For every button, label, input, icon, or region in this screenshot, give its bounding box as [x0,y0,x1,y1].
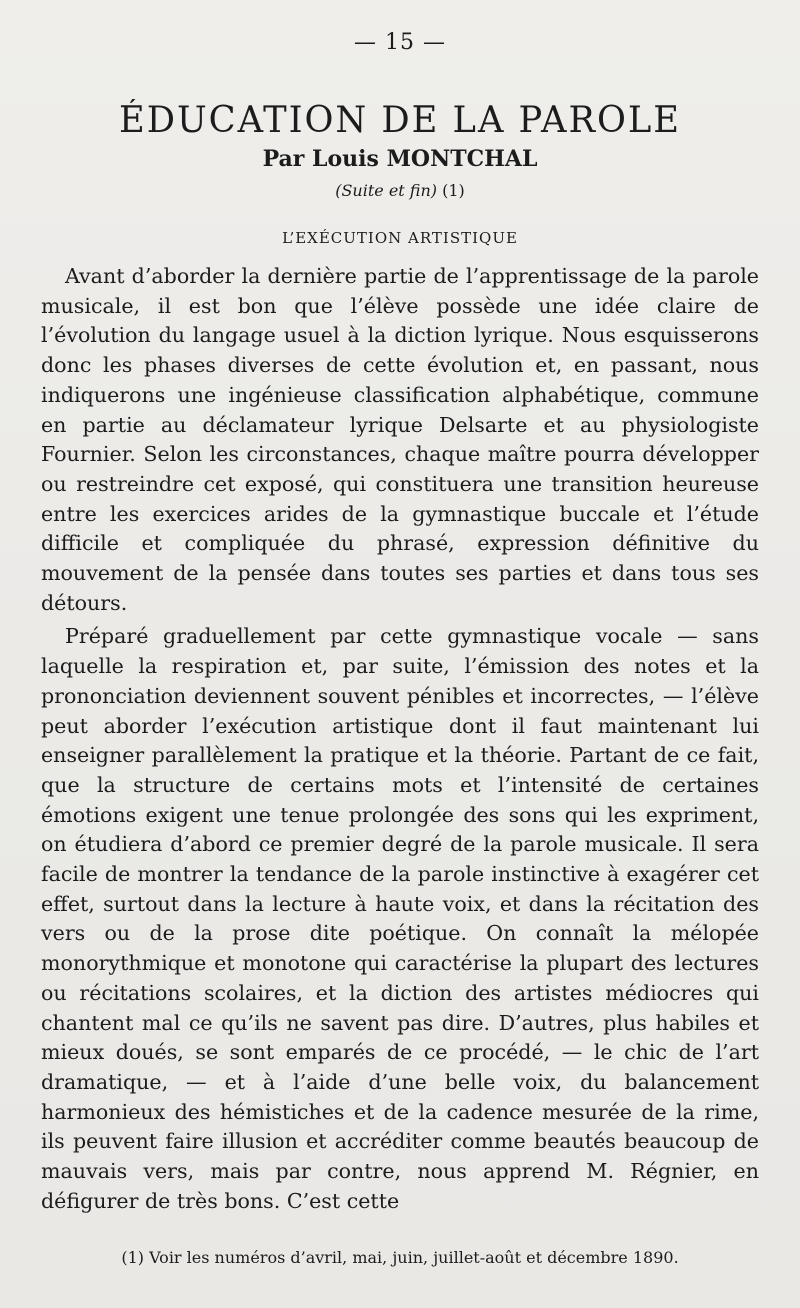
subtitle-footnote-ref: (1) [442,181,465,200]
subtitle-continuation: (Suite et fin) [335,181,438,200]
page-number: — 15 — [354,30,446,55]
article-title: ÉDUCATION DE LA PAROLE [119,100,681,141]
section-heading: L’EXÉCUTION ARTISTIQUE [282,229,518,247]
article-author: Par Louis MONTCHAL [262,146,538,172]
article-subtitle [0,181,800,200]
body-paragraph: Préparé graduellement par cette gymnastique vocale — sans laquelle la respiration et, par suite, l’émission des notes et la prononciation deviennent souvent pénibles et incorrectes, — l’élève peut aborder l’exécution artistique dont il faut maintenant lui enseigner parallèlement la pratique et la théorie. Partant de ce fait, que la structure de certains mots et l’intensité de certaines émotions exigent une tenue prolongée des sons qui les expriment, on étudiera d’abord ce premier degré de la parole musicale. Il sera facile de montrer la tendance de la parole instinctive à exagérer cet effet, surtout dans la lecture à haute voix, et dans la récitation des vers ou de la prose dite poétique. On connaît la mélopée monorythmique et monotone qui caractérise la plupart des lectures ou récitations scolaires, et la diction des artistes médiocres qui chantent mal ce qu’ils ne savent pas dire. D’autres, plus habiles et mieux doués, se sont emparés de ce procédé, — le chic de l’art dramatique, — et à l’aide d’une belle voix, du balancement harmonieux des hémistiches et de la cadence mesurée de la rime, ils peuvent faire illusion et accréditer comme beautés beaucoup de mauvais vers, mais par contre, nous apprend M. Régnier, en défigurer de très bons. C’est cette [41,624,759,1213]
footnote: (1) Voir les numéros d’avril, mai, juin, juillet-août et décembre 1890. [121,1248,679,1267]
body-paragraph: Avant d’aborder la dernière partie de l’apprentissage de la parole musicale, il est bon que l’élève possède une idée claire de l’évolution du langage usuel à la diction lyrique. Nous esquisserons donc les phases diverses de cette évolution et, en passant, nous indiquerons une ingénieuse classification alphabétique, commune en partie au déclamateur lyrique Delsarte et au physiologiste Fournier. Selon les circonstances, chaque maître pourra développer ou restreindre cet exposé, qui constituera une transition heureuse entre les exercices arides de la gymnastique buccale et l’étude difficile et compliquée du phrasé, expression définitive du mouvement de la pensée dans toutes ses parties et dans tous ses détours. [41,264,759,615]
article-body [41,262,759,1217]
